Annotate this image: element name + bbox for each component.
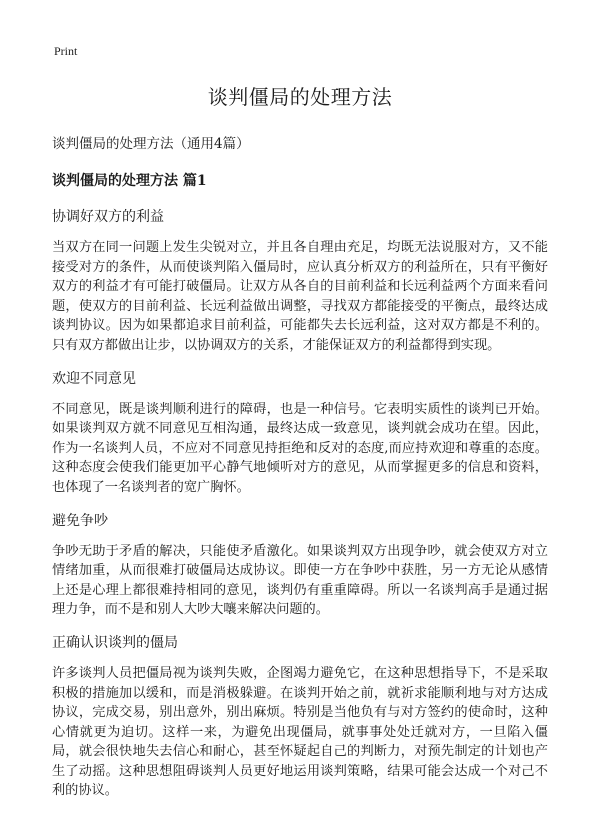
section-heading: 欢迎不同意见	[52, 370, 136, 387]
section-4	[52, 632, 548, 801]
section-heading: 协调好双方的利益	[52, 209, 164, 225]
section-heading: 正确认识谈判的僵局	[52, 634, 178, 651]
section-3	[52, 510, 548, 620]
print-label[interactable]: Print	[54, 44, 78, 58]
document-subtitle: 谈判僵局的处理方法（通用4篇）	[52, 136, 250, 152]
section-1	[52, 206, 548, 356]
section-paragraph: 许多谈判人员把僵局视为谈判失败，企图竭力避免它，在这种思想指导下，不是采取积极的措施加以缓和，而是消极躲避。在谈判开始之前，就祈求能顺利地与对方达成协议，完成交易，别出意外，别出麻烦。特别是当他负有与对方签约的使命时，这种心情就更为迫切。这样一来，为避免出现僵局，就事事处处迁就对方，一旦陷入僵局，就会很快地失去信心和耐心，甚至怀疑起自己的判断力，对预先制定的计划也产生了动摇。这种思想阻碍谈判人员更好地运用谈判策略，结果可能会达成一个对己不利的协议。	[52, 665, 548, 799]
section-paragraph: 争吵无助于矛盾的解决，只能使矛盾激化。如果谈判双方出现争吵，就会使双方对立情绪加重，从而很难打破僵局达成协议。即使一方在争吵中获胜，另一方无论从感情上还是心理上都很难持相同的意见，谈判仍有重重障碍。所以一名谈判高手是通过据理力争，而不是和别人大吵大嚷来解决问题的。	[52, 543, 548, 618]
section-title: 谈判僵局的处理方法 篇1	[52, 173, 207, 189]
section-2	[52, 368, 548, 498]
section-paragraph: 不同意见，既是谈判顺利进行的障碍，也是一种信号。它表明实质性的谈判已开始。如果谈判双方就不同意见互相沟通，最终达成一致意见，谈判就会成功在望。因此，作为一名谈判人员，不应对不同意见持拒绝和反对的态度,而应持欢迎和尊重的态度。这种态度会使我们能更加平心静气地倾听对方的意见，从而掌握更多的信息和资料，也体现了一名谈判者的宽广胸怀。	[52, 401, 548, 495]
section-heading: 避免争吵	[52, 512, 108, 529]
page-title: 谈判僵局的处理方法	[207, 85, 393, 109]
section-paragraph: 当双方在同一问题上发生尖锐对立，并且各自理由充足，均既无法说服对方，又不能接受对方的条件，从而使谈判陷入僵局时，应认真分析双方的利益所在，只有平衡好双方的利益才有可能打破僵局。让双方从各自的目前利益和长远利益两个方面来看问题，使双方的目前利益、长远利益做出调整，寻找双方都能接受的平衡点，最终达成谈判协议。因为如果都追求目前利益，可能都失去长远利益，这对双方都是不利的。只有双方都做出让步，以协调双方的关系，才能保证双方的利益都得到实现。	[52, 240, 548, 353]
